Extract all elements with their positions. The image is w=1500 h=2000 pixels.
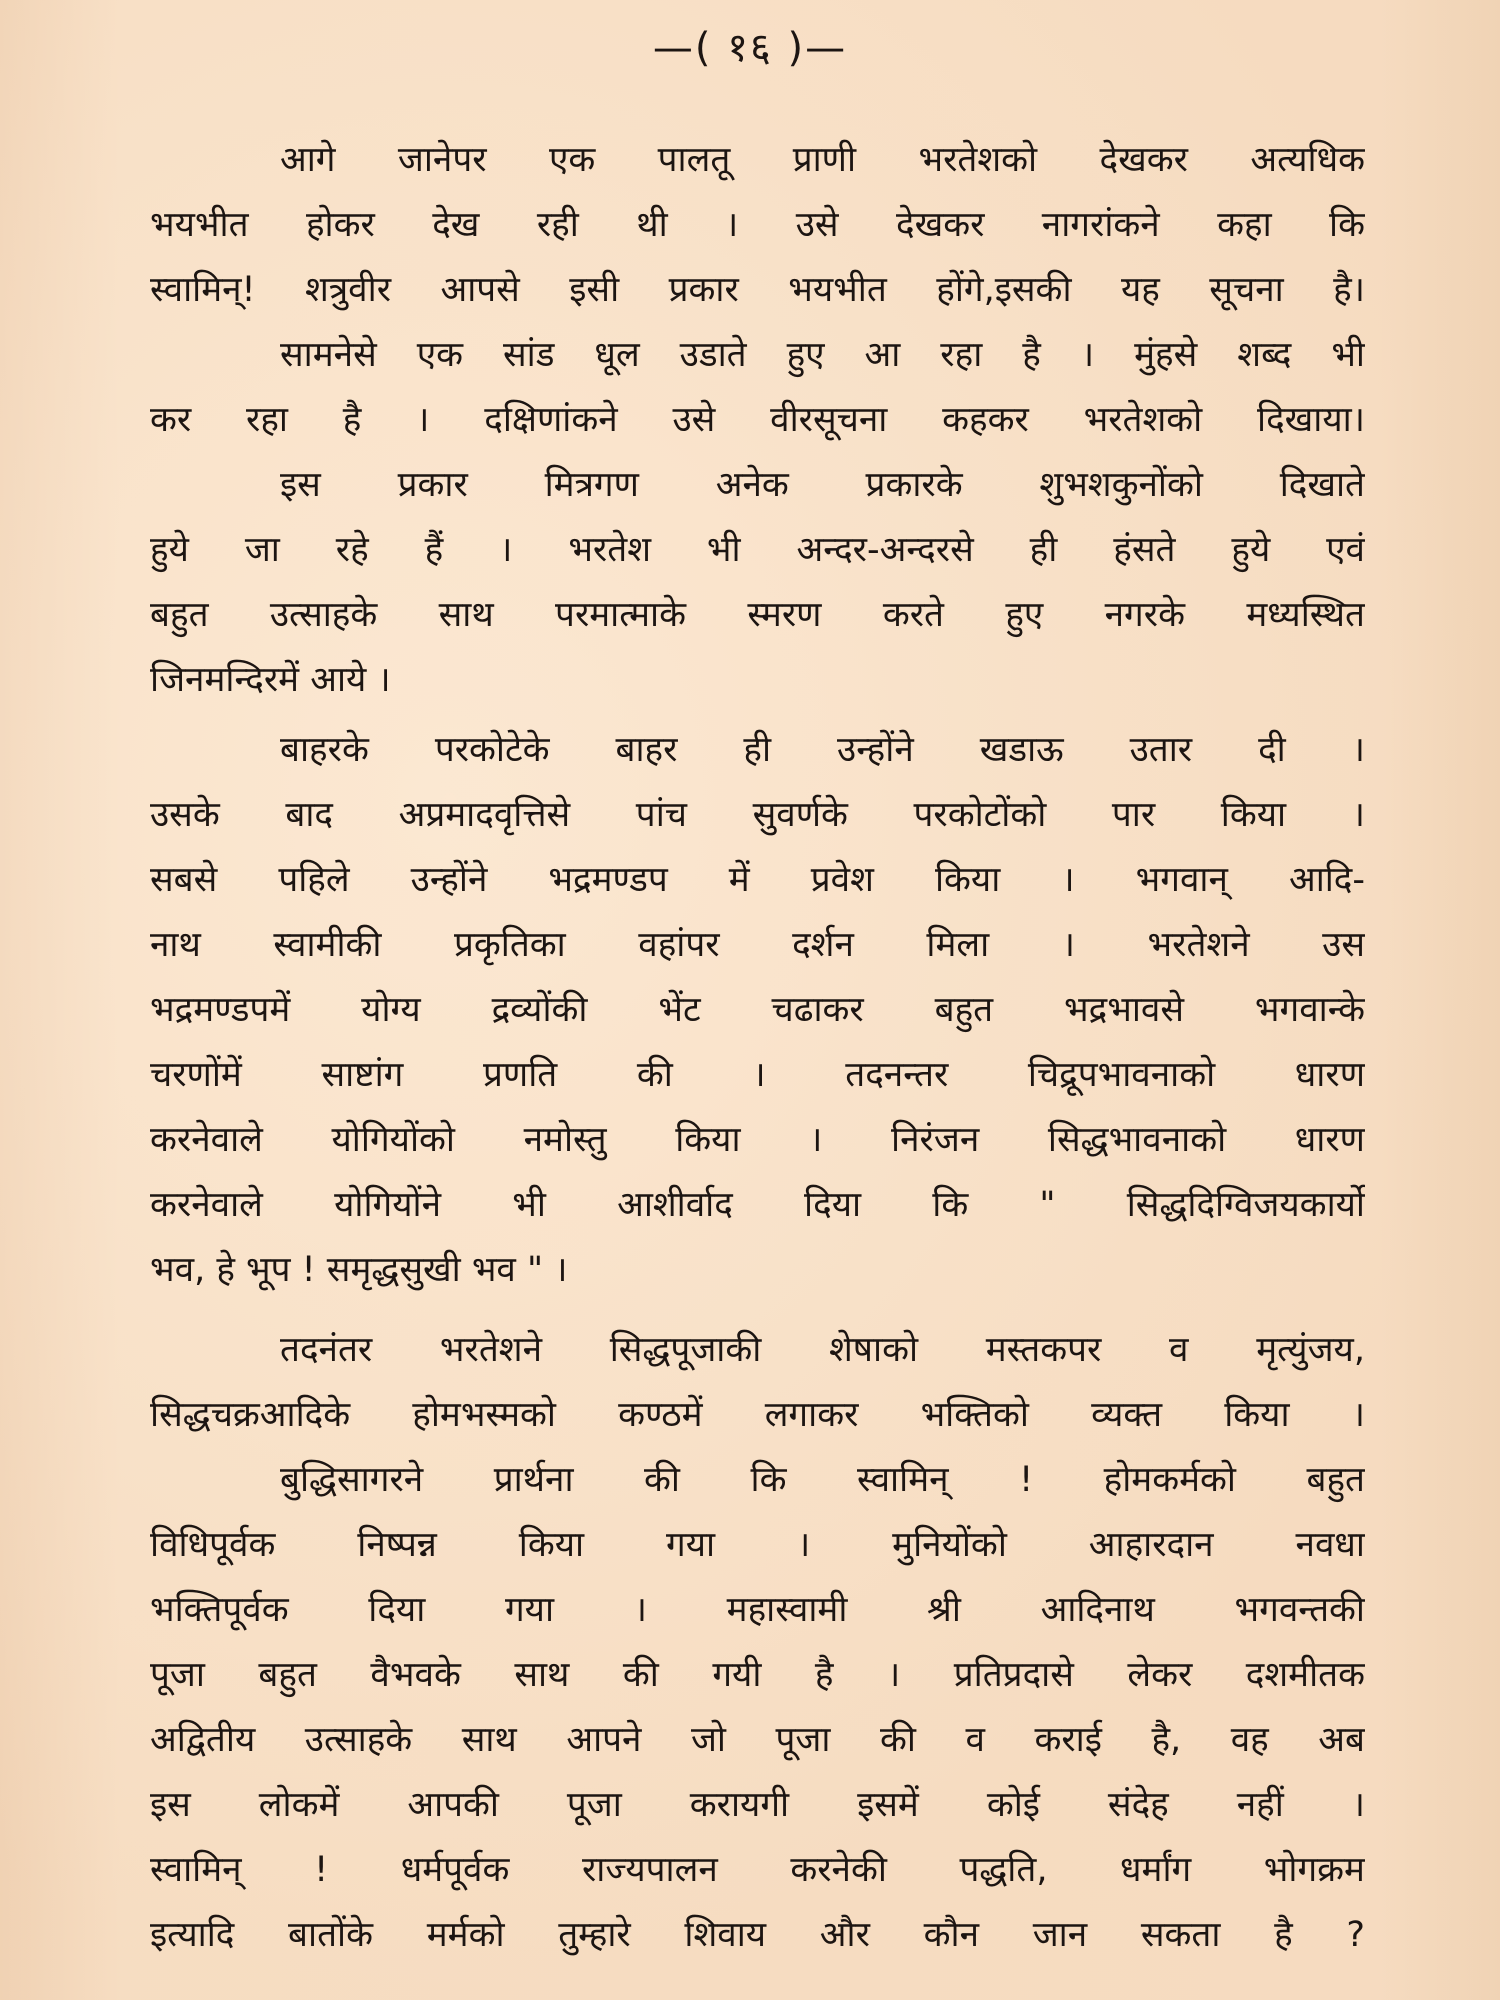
text-line: भक्तिपूर्वक दिया गया । महास्वामी श्री आदिनाथ भगवन्तकी xyxy=(150,1590,1365,1630)
text-line: चरणोंमें साष्टांग प्रणति की । तदनन्तर चिद्रूपभावनाको धारण xyxy=(150,1055,1365,1095)
text-line: स्वामिन् ! धर्मपूर्वक राज्यपालन करनेकी पद्धति, धर्मांग भोगक्रम xyxy=(150,1850,1365,1890)
text-line: इस प्रकार मित्रगण अनेक प्रकारके शुभशकुनोंको दिखाते xyxy=(280,465,1365,505)
text-line: करनेवाले योगियोंको नमोस्तु किया । निरंजन सिद्धभावनाको धारण xyxy=(150,1120,1365,1160)
text-line: बाहरके परकोटेके बाहर ही उन्होंने खडाऊ उतार दी । xyxy=(280,730,1365,770)
text-line: तदनंतर भरतेशने सिद्धपूजाकी शेषाको मस्तकपर व मृत्युंजय, xyxy=(280,1330,1365,1370)
text-line: जिनमन्दिरमें आये । xyxy=(150,660,391,700)
page-body xyxy=(150,128,1365,1968)
text-line: नाथ स्वामीकी प्रकृतिका वहांपर दर्शन मिला । भरतेशने उस xyxy=(150,925,1365,965)
paragraph xyxy=(150,718,1365,1303)
text-line: इत्यादि बातोंके मर्मको तुम्हारे शिवाय और कौन जान सकता है ? xyxy=(150,1915,1365,1955)
paragraph xyxy=(150,453,1365,713)
text-line: अद्वितीय उत्साहके साथ आपने जो पूजा की व कराई है, वह अब xyxy=(150,1720,1365,1760)
text-line: सिद्धचक्रआदिके होमभस्मको कण्ठमें लगाकर भक्तिको व्यक्त किया । xyxy=(150,1395,1365,1435)
text-line: हुये जा रहे हैं । भरतेश भी अन्दर-अन्दरसे ही हंसते हुये एवं xyxy=(150,530,1365,570)
text-line: भद्रमण्डपमें योग्य द्रव्योंकी भेंट चढाकर बहुत भद्रभावसे भगवान्के xyxy=(150,990,1365,1030)
paragraph xyxy=(150,128,1365,323)
text-line: पूजा बहुत वैभवके साथ की गयी है । प्रतिप्रदासे लेकर दशमीतक xyxy=(150,1655,1365,1695)
paragraph xyxy=(150,1318,1365,1448)
text-line: बहुत उत्साहके साथ परमात्माके स्मरण करते हुए नगरके मध्यस्थित xyxy=(150,595,1365,635)
text-line: उसके बाद अप्रमादवृत्तिसे पांच सुवर्णके परकोटोंको पार किया । xyxy=(150,795,1365,835)
text-line: आगे जानेपर एक पालतू प्राणी भरतेशको देखकर अत्यधिक xyxy=(280,140,1365,180)
text-line: कर रहा है । दक्षिणांकने उसे वीरसूचना कहकर भरतेशको दिखाया। xyxy=(150,400,1365,440)
paragraph xyxy=(150,323,1365,453)
text-line: इस लोकमें आपकी पूजा करायगी इसमें कोई संदेह नहीं । xyxy=(150,1785,1365,1825)
text-line: भव, हे भूप ! समृद्धसुखी भव " । xyxy=(150,1250,568,1290)
text-line: भयभीत होकर देख रही थी । उसे देखकर नागरांकने कहा कि xyxy=(150,205,1365,245)
text-line: सबसे पहिले उन्होंने भद्रमण्डप में प्रवेश किया । भगवान् आदि- xyxy=(150,860,1365,900)
text-line: स्वामिन्! शत्रुवीर आपसे इसी प्रकार भयभीत होंगे,इसकी यह सूचना है। xyxy=(150,270,1365,310)
text-line: बुद्धिसागरने प्रार्थना की कि स्वामिन् ! होमकर्मको बहुत xyxy=(280,1460,1365,1500)
paragraph xyxy=(150,1448,1365,1968)
text-line: करनेवाले योगियोंने भी आशीर्वाद दिया कि " सिद्धदिग्विजयकार्यो xyxy=(150,1185,1365,1225)
text-line: सामनेसे एक सांड धूल उडाते हुए आ रहा है । मुंहसे शब्द भी xyxy=(280,335,1365,375)
text-line: विधिपूर्वक निष्पन्न किया गया । मुनियोंको आहारदान नवधा xyxy=(150,1525,1365,1565)
page-number: —( १६ )— xyxy=(652,25,848,71)
